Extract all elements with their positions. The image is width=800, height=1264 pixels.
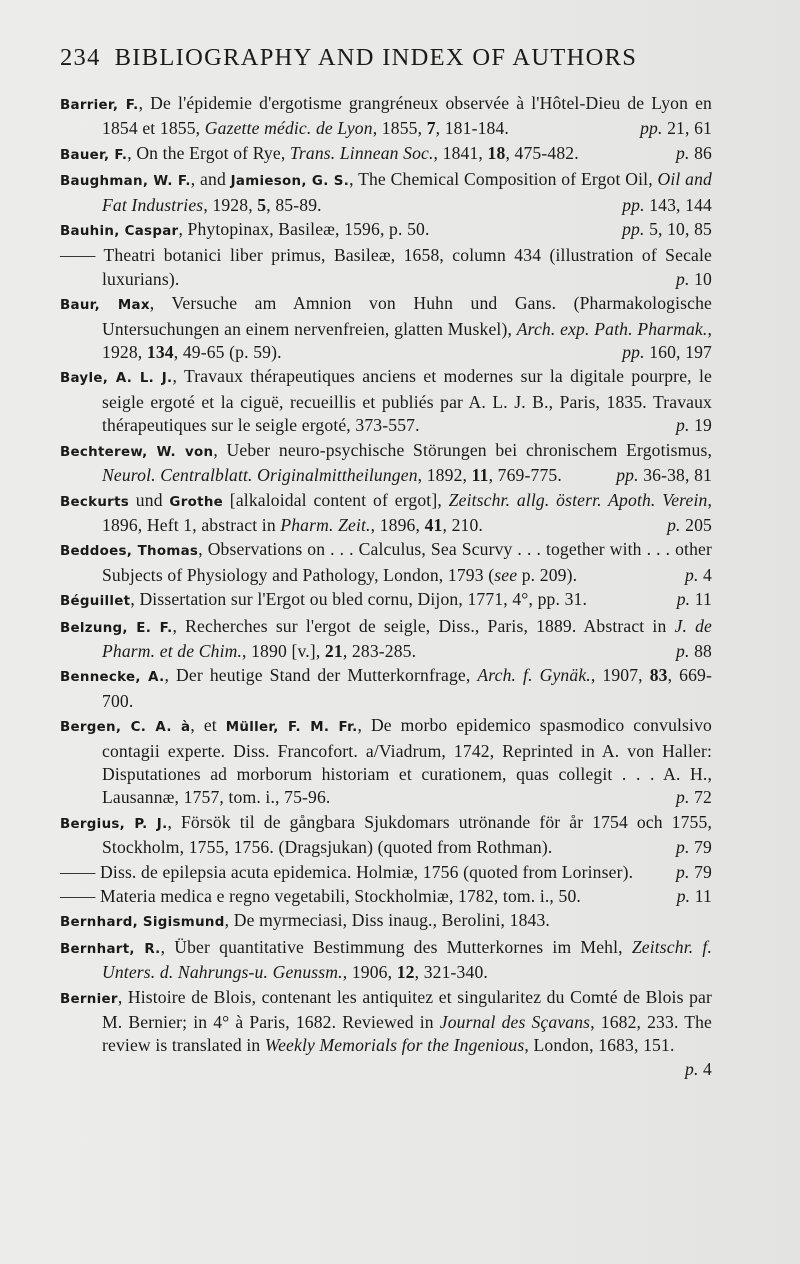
- reference-pages: 205: [680, 514, 712, 535]
- entry-text: , 769-775.: [488, 465, 562, 486]
- reference-pages: 11: [690, 589, 712, 610]
- bibliography-entry: [60, 615, 712, 664]
- entry-text: , Phytopinax, Basileæ, 1596, p. 50.: [178, 219, 430, 240]
- page-reference: [676, 836, 712, 859]
- reference-pages: 36-38, 81: [638, 465, 712, 486]
- entry-text: , 210.: [442, 514, 483, 535]
- volume-number: 11: [471, 465, 489, 486]
- bibliography-entry: [60, 909, 712, 934]
- entry-text: , On the Ergot of Rye,: [127, 142, 290, 163]
- bibliography-entry: [60, 538, 712, 587]
- page-reference: [640, 117, 712, 140]
- reference-pages: 4: [698, 564, 712, 585]
- dash-mark: ——: [60, 861, 96, 882]
- author-name: Bauer, F.: [60, 147, 128, 163]
- page-reference: [677, 885, 712, 908]
- reference-pages: 10: [689, 268, 712, 289]
- bibliography-entry: [60, 489, 712, 538]
- author-name: Bechterew, W. von: [60, 444, 214, 460]
- journal-title: J. de Pharm. et de Chim.: [102, 615, 712, 661]
- author-name: Bernier: [60, 991, 118, 1007]
- reference-pages: 5, 10, 85: [644, 219, 712, 240]
- reference-prefix: p.: [685, 564, 699, 585]
- entry-text: , Histoire de Blois, contenant les antiquitez et singularitez du Comté de Blois par M. Bernier; in 4° à Paris, 1682. Reviewed in: [102, 986, 712, 1033]
- reference-pages: 143, 144: [644, 194, 712, 215]
- reference-pages: 72: [689, 787, 712, 808]
- reference-prefix: p.: [667, 514, 681, 535]
- bibliography-entry: [60, 986, 712, 1079]
- volume-number: 41: [424, 514, 443, 535]
- reference-pages: 21, 61: [662, 118, 712, 139]
- entry-text: , 1928,: [203, 194, 258, 215]
- author-name: Barrier, F.: [60, 98, 139, 113]
- reference-prefix: p.: [676, 268, 690, 289]
- entry-text: , 475-482.: [505, 142, 579, 163]
- coauthor-name: Jamieson, G. S.: [230, 174, 350, 190]
- journal-title: Arch. f. Gynäk.: [477, 665, 591, 686]
- entry-text: [alkaloidal content of ergot],: [223, 489, 449, 510]
- volume-number: 18: [487, 142, 506, 163]
- entry-text: , and: [190, 169, 231, 190]
- bibliography-entry: [60, 142, 712, 167]
- reference-pages: 11: [690, 886, 712, 906]
- entry-text: , De l'épidemie d'ergotisme grangréneux observée à l'Hôtel-Dieu de Lyon en 1854 et 1855,: [102, 93, 712, 139]
- header-title: BIBLIOGRAPHY AND INDEX OF AUTHORS: [114, 44, 638, 71]
- dash-mark: ——: [60, 886, 96, 906]
- reference-prefix: p.: [685, 1058, 699, 1079]
- reference-prefix: pp.: [622, 342, 645, 363]
- volume-number: 7: [426, 118, 436, 139]
- page-reference: [676, 861, 712, 884]
- reference-prefix: p.: [676, 886, 691, 906]
- dash-mark: ——: [60, 245, 96, 266]
- author-name: Bayle, A. L. J.: [60, 371, 173, 387]
- entry-text: , De myrmeciasi, Diss inaug., Berolini, 1843.: [224, 910, 550, 931]
- bibliography-entry: [60, 365, 712, 437]
- entry-text: , London, 1683, 151.: [524, 1035, 675, 1056]
- author-name: Belzung, E. F.: [60, 620, 173, 636]
- bibliography-entry: [60, 218, 712, 243]
- entry-text: , 1890 [v.],: [242, 640, 325, 661]
- author-name: Bernhart, R.: [60, 941, 161, 957]
- bibliography-entry: [60, 811, 712, 860]
- author-name: Baughman, W. F.: [60, 174, 191, 190]
- journal-title: Zeitschr. f. Unters. d. Nahrungs-u. Genussm.: [102, 936, 713, 983]
- bibliography-entry: [60, 92, 712, 141]
- entry-text: , 283-285.: [342, 640, 417, 661]
- entry-text: , 1682, 233. The review is translated in: [102, 1012, 712, 1056]
- page-reference: [676, 142, 712, 165]
- author-name: Bennecke, A.: [60, 670, 165, 686]
- journal-title: Trans. Linnean Soc.: [289, 142, 434, 163]
- entry-text: , 1928,: [102, 318, 712, 363]
- entry-text: , Recherches sur l'ergot de seigle, Diss., Paris, 1889. Abstract in: [172, 615, 675, 636]
- reference-pages: 79: [689, 861, 712, 882]
- entry-text: , Försök til de gångbara Sjukdomars utrönande för år 1754 och 1755, Stockholm, 1755, 1756. (Dragsjukan) (quoted from Rothman).: [102, 811, 712, 858]
- page-reference: [616, 464, 712, 487]
- page-reference: [685, 1058, 712, 1081]
- bibliography-entry: [60, 244, 712, 291]
- reference-prefix: p.: [676, 415, 690, 436]
- journal-title: Neurol. Centralblatt. Originalmittheilungen: [102, 465, 418, 486]
- page-reference: [667, 514, 712, 537]
- entry-text: , 49-65 (p. 59).: [173, 342, 282, 363]
- volume-number: 21: [324, 640, 343, 661]
- entry-text: p. 209).: [517, 564, 578, 585]
- entry-text: Diss. de epilepsia acuta epidemica. Holmiæ, 1756 (quoted from Lorinser).: [95, 861, 634, 882]
- journal-title: Arch. exp. Path. Pharmak.: [516, 318, 708, 339]
- bibliography-entry: [60, 714, 712, 810]
- reference-pages: 79: [689, 837, 712, 858]
- journal-title: see: [494, 564, 518, 585]
- reference-prefix: p.: [676, 142, 690, 163]
- page-reference: [676, 786, 712, 809]
- entry-text: , 1855,: [372, 118, 427, 139]
- coauthor-name: Grothe: [169, 494, 224, 510]
- page-reference: [622, 341, 712, 364]
- reference-prefix: pp.: [622, 219, 645, 240]
- entry-text: , 1896,: [370, 514, 425, 535]
- author-name: Bauhin, Caspar: [60, 224, 179, 240]
- reference-prefix: pp.: [616, 465, 639, 486]
- volume-number: 5: [257, 194, 267, 215]
- entry-text: , Observations on . . . Calculus, Sea Scurvy . . . together with . . . other Subjects of Physiology and Pathology, London, 1793 (: [102, 539, 712, 585]
- reference-prefix: p.: [676, 589, 691, 610]
- bibliography-entry: [60, 588, 712, 613]
- journal-title: Pharm. Zeit.: [280, 514, 371, 535]
- reference-prefix: p.: [676, 837, 690, 858]
- volume-number: 83: [649, 665, 668, 686]
- journal-title: Oil and Fat Industries: [102, 169, 712, 215]
- entry-text: , 85-89.: [266, 194, 322, 215]
- entry-text: Materia medica e regno vegetabili, Stockholmiæ, 1782, tom. i., 50.: [95, 886, 581, 906]
- entry-text: , The Chemical Composition of Ergot Oil,: [349, 169, 658, 190]
- page-reference: [676, 268, 712, 291]
- page-reference: [685, 564, 712, 587]
- entry-text: , et: [190, 715, 226, 736]
- entry-text: , Ueber neuro-psychische Störungen bei chronischem Ergotismus,: [213, 439, 712, 460]
- journal-title: Zeitschr. allg. österr. Apoth. Verein: [448, 489, 708, 510]
- bibliography-entry: [60, 885, 712, 908]
- page-reference: [677, 588, 712, 611]
- bibliography-entry: [60, 292, 712, 364]
- coauthor-name: Müller, F. M. Fr.: [225, 720, 358, 736]
- page-number: 234: [60, 44, 101, 71]
- entry-text: , 1892,: [417, 465, 472, 486]
- entry-text: , 181-184.: [435, 118, 509, 139]
- reference-prefix: p.: [676, 861, 690, 882]
- reference-pages: 4: [698, 1058, 712, 1079]
- reference-pages: 88: [689, 640, 712, 661]
- reference-prefix: p.: [676, 640, 690, 661]
- author-name: Beddoes, Thomas: [60, 544, 199, 560]
- volume-number: 134: [146, 342, 174, 363]
- author-name: Bernhard, Sigismund: [60, 915, 225, 931]
- running-header: [60, 44, 700, 72]
- reference-pages: 19: [689, 415, 712, 436]
- reference-pages: 86: [689, 142, 712, 163]
- journal-title: Weekly Memorials for the Ingenious: [264, 1035, 525, 1056]
- bibliography-entry: [60, 936, 712, 985]
- entry-text: , 1841,: [433, 142, 488, 163]
- entry-text: , Dissertation sur l'Ergot ou bled cornu, Dijon, 1771, 4°, pp. 31.: [130, 589, 588, 610]
- author-name: Beckurts: [60, 494, 130, 510]
- author-name: Béguillet: [60, 594, 131, 610]
- reference-pages: 160, 197: [644, 342, 712, 363]
- entry-text: und: [129, 489, 170, 510]
- entry-text: , 1907,: [590, 665, 650, 686]
- bibliography-entry: [60, 439, 712, 488]
- bibliography-entry: [60, 168, 712, 217]
- volume-number: 12: [396, 962, 415, 983]
- author-name: Bergius, P. J.: [60, 816, 168, 832]
- reference-prefix: p.: [676, 787, 690, 808]
- reference-prefix: pp.: [640, 118, 663, 139]
- entry-text: , Über quantitative Bestimmung des Mutterkornes im Mehl,: [160, 936, 632, 957]
- entry-text: Theatri botanici liber primus, Basileæ, 1658, column 434 (illustration of Secale luxurians).: [95, 245, 712, 289]
- entry-text: , 1906,: [342, 962, 397, 983]
- page-reference: [622, 194, 712, 217]
- entry-text: , De morbo epidemico spasmodico convulsivo contagii experte. Diss. Francofort. a/Viadrum, 1742, Reprinted in A. von Haller: Disputationes ad morborum historiam et curationem, quas collegit . . . A. H., Lausannæ, 1757, tom. i., 75-96.: [102, 715, 712, 808]
- author-name: Bergen, C. A. à: [60, 720, 191, 736]
- entry-text: , 321-340.: [414, 962, 488, 983]
- page-reference: [676, 640, 712, 663]
- bibliography-entry: [60, 664, 712, 713]
- entry-text: , Travaux thérapeutiques anciens et modernes sur la digitale pourpre, le seigle ergoté et la ciguë, recueillis et publiés par A. L. J. B., Paris, 1835. Travaux thérapeutiques sur le seigle ergoté, 373-557.: [102, 366, 712, 436]
- entry-text: , Der heutige Stand der Mutterkornfrage,: [164, 665, 478, 686]
- entry-text: , 1896, Heft 1, abstract in: [102, 489, 712, 535]
- journal-title: Journal des Sçavans: [439, 1012, 591, 1033]
- page-reference: [622, 218, 712, 241]
- reference-prefix: pp.: [622, 194, 645, 215]
- page-reference: [676, 414, 712, 437]
- entry-text: , Versuche am Amnion von Huhn und Gans. (Pharmakologische Untersuchungen an einem nervenfreien, glatten Muskel),: [102, 293, 712, 339]
- bibliography-entry: [60, 861, 712, 884]
- author-name: Baur, Max: [60, 298, 150, 314]
- journal-title: Gazette médic. de Lyon: [204, 118, 373, 139]
- bibliography-entries: [60, 92, 712, 1081]
- entry-text: , 669-700.: [102, 665, 712, 711]
